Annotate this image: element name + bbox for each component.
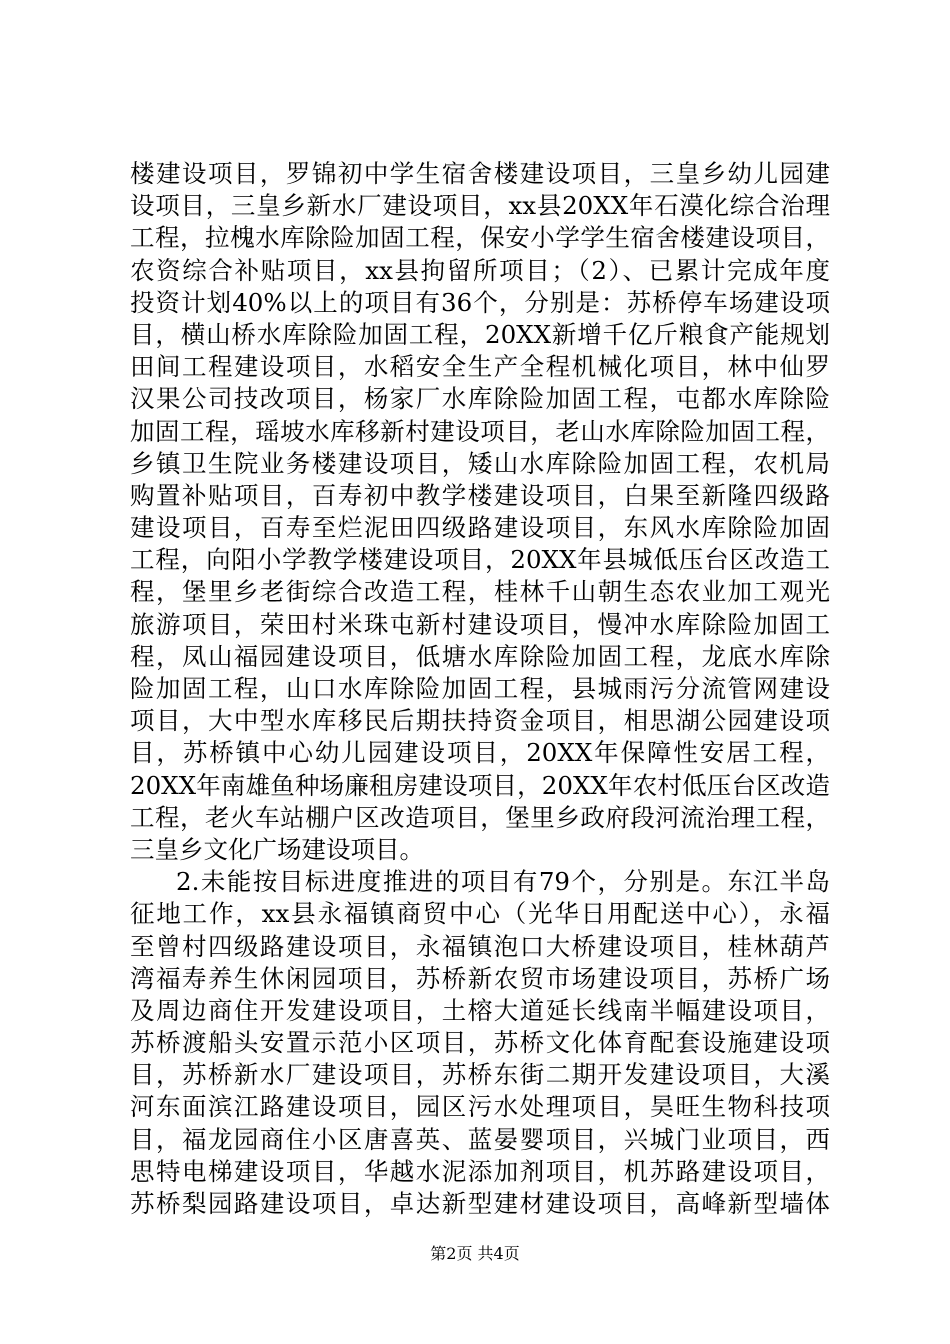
- text-line: 旅游项目，荣田村米珠屯新村建设项目，慢冲水库除险加固工: [130, 609, 830, 639]
- text-line: 程，凤山福园建设项目，低塘水库除险加固工程，龙底水库除: [130, 641, 830, 671]
- text-line: 乡镇卫生院业务楼建设项目，矮山水库除险加固工程，农机局: [130, 448, 830, 478]
- text-line: 田间工程建设项目，水稻安全生产全程机械化项目，林中仙罗: [130, 352, 830, 382]
- text-line: 设项目，三皇乡新水厂建设项目，xx县20XX年石漠化综合治理: [130, 191, 830, 221]
- text-line: 投资计划40%以上的项目有36个，分别是：苏桥停车场建设项: [130, 287, 830, 317]
- text-line: 三皇乡文化广场建设项目。: [130, 834, 424, 864]
- text-line: 河东面滨江路建设项目，园区污水处理项目，昊旺生物科技项: [130, 1092, 830, 1122]
- text-line: 至曾村四级路建设项目，永福镇泡口大桥建设项目，桂林葫芦: [130, 931, 830, 961]
- page-footer: 第2页 共4页: [430, 1244, 520, 1263]
- text-line: 20XX年南雄鱼种场廉租房建设项目，20XX年农村低压台区改造: [130, 770, 830, 800]
- document-body: [130, 158, 830, 1220]
- text-line: 险加固工程，山口水库除险加固工程，县城雨污分流管网建设: [130, 674, 830, 703]
- text-line: 苏桥梨园路建设项目，卓达新型建材建设项目，高峰新型墙体: [130, 1189, 830, 1218]
- text-line: 楼建设项目，罗锦初中学生宿舍楼建设项目，三皇乡幼儿园建: [130, 159, 830, 188]
- text-line: 思特电梯建设项目，华越水泥添加剂项目，机苏路建设项目，: [130, 1156, 830, 1186]
- paragraph-start-line: 2.未能按目标进度推进的项目有79个，分别是。东江半岛: [176, 867, 830, 897]
- text-line: 建设项目，百寿至烂泥田四级路建设项目，东风水库除险加固: [130, 513, 830, 543]
- text-line: 苏桥渡船头安置示范小区项目，苏桥文化体育配套设施建设项: [130, 1028, 830, 1058]
- text-line: 目，横山桥水库除险加固工程，20XX新增千亿斤粮食产能规划: [130, 319, 830, 349]
- text-line: 目，福龙园商住小区唐喜英、蓝晏婴项目，兴城门业项目，西: [130, 1124, 830, 1154]
- text-line: 加固工程，瑶坡水库移新村建设项目，老山水库除险加固工程，: [130, 416, 830, 446]
- text-line: 项目，大中型水库移民后期扶持资金项目，相思湖公园建设项: [130, 706, 830, 736]
- text-line: 工程，向阳小学教学楼建设项目，20XX年县城低压台区改造工: [130, 545, 830, 575]
- text-line: 购置补贴项目，百寿初中教学楼建设项目，白果至新隆四级路: [130, 480, 830, 510]
- text-line: 目，苏桥新水厂建设项目，苏桥东街二期开发建设项目，大溪: [130, 1060, 830, 1090]
- text-line: 工程，老火车站棚户区改造项目，堡里乡政府段河流治理工程，: [130, 802, 830, 832]
- text-line: 农资综合补贴项目，xx县拘留所项目；（2）、已累计完成年度: [130, 255, 830, 285]
- text-line: 目，苏桥镇中心幼儿园建设项目，20XX年保障性安居工程，: [130, 738, 830, 768]
- text-line: 程，堡里乡老街综合改造工程，桂林千山朝生态农业加工观光: [130, 577, 830, 607]
- text-line: 工程，拉槐水库除险加固工程，保安小学学生宿舍楼建设项目，: [130, 223, 830, 253]
- text-line: 汉果公司技改项目，杨家厂水库除险加固工程，屯都水库除险: [130, 384, 830, 414]
- text-line: 湾福寿养生休闲园项目，苏桥新农贸市场建设项目，苏桥广场: [130, 963, 830, 993]
- text-line: 征地工作，xx县永福镇商贸中心（光华日用配送中心），永福: [130, 899, 830, 929]
- text-line: 及周边商住开发建设项目，土榕大道延长线南半幅建设项目，: [130, 995, 830, 1025]
